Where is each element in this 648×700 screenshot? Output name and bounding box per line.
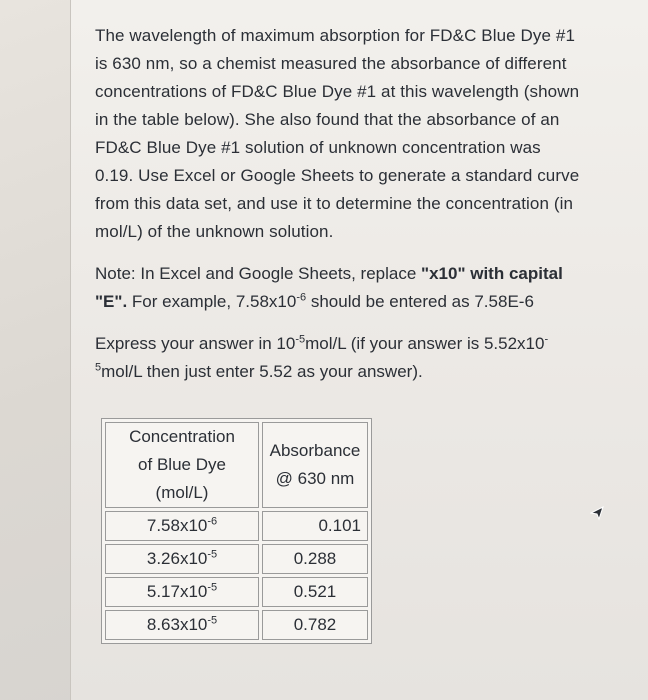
header-absorbance: Absorbance @ 630 nm <box>262 422 368 508</box>
question-paragraph <box>95 22 635 246</box>
express-paragraph <box>95 330 635 386</box>
question-content <box>95 22 635 400</box>
table-row <box>105 577 368 607</box>
concentration-cell: $8.63x10^{-5}$ <box>105 610 259 640</box>
question-line: 0.19. Use Excel or Google Sheets to generate a standard curve <box>95 166 580 185</box>
question-line: from this data set, and use it to determine the concentration (in <box>95 194 574 213</box>
table-row <box>105 511 368 541</box>
concentration-cell: $7.58x10^{-6}$ <box>105 511 259 541</box>
concentration-cell: $3.26x10^{-5}$ <box>105 544 259 574</box>
question-line: in the table below). She also found that the absorbance of an <box>95 110 560 129</box>
header-concentration: Concentration of Blue Dye (mol/L) <box>105 422 259 508</box>
question-line: is 630 nm, so a chemist measured the absorbance of different <box>95 54 567 73</box>
note-paragraph <box>95 260 635 316</box>
data-table <box>101 418 372 644</box>
absorbance-cell: 0.101 <box>262 511 368 541</box>
absorbance-cell: 0.521 <box>262 577 368 607</box>
question-line: FD&C Blue Dye #1 solution of unknown concentration was <box>95 138 541 157</box>
express-line-2: $^5$mol/L then just enter 5.52 as your answer). <box>95 361 423 381</box>
concentration-cell: $5.17x10^{-5}$ <box>105 577 259 607</box>
question-page <box>70 0 648 700</box>
question-line: mol/L) of the unknown solution. <box>95 222 334 241</box>
question-line: The wavelength of maximum absorption for FD&C Blue Dye #1 <box>95 26 576 45</box>
table-row <box>105 610 368 640</box>
question-line: concentrations of FD&C Blue Dye #1 at this wavelength (shown <box>95 82 580 101</box>
express-line-1: Express your answer in $10^{-5}mol/L$ (if your answer is 5.52x10- <box>95 333 549 353</box>
absorbance-cell: 0.288 <box>262 544 368 574</box>
table-row <box>105 544 368 574</box>
table-header-row <box>105 422 368 508</box>
note-line-1: Note: In Excel and Google Sheets, replace "x10" with capital <box>95 264 563 283</box>
note-line-2: "E". For example, $7.58x10^{-6}$ should be entered as 7.58E-6 <box>95 291 534 311</box>
absorbance-cell: 0.782 <box>262 610 368 640</box>
mouse-pointer-icon <box>590 505 604 521</box>
